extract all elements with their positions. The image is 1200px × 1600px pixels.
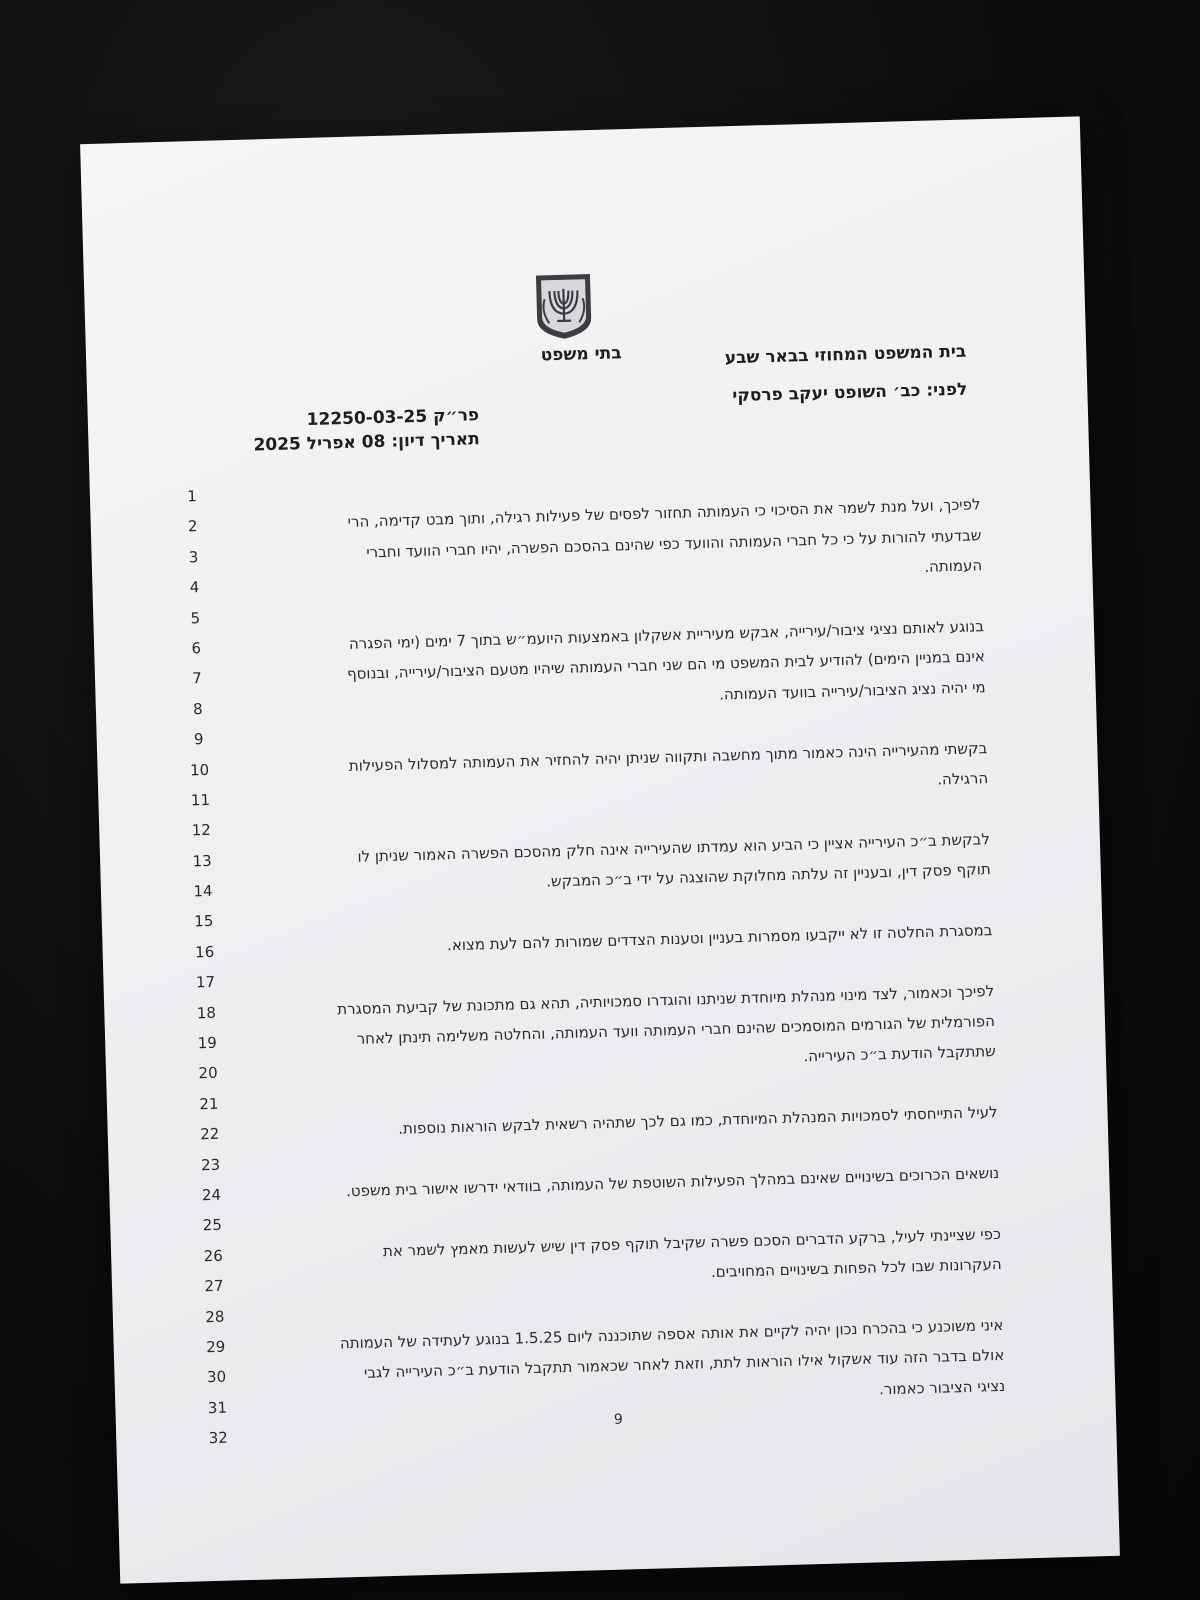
decision-body-text	[220, 459, 1007, 1452]
text-line: הפורמלית של הגורמים המוסמכים שהינם חברי העמותה וועד העמותה, והחלטה משלימה תינתן לאחר	[356, 1012, 996, 1048]
text-line: העקרונות שבו לכל הפחות בשינויים המחויבים.	[710, 1255, 1002, 1282]
text-line: כפי שציינתי לעיל, ברקע הדברים הסכם פשרה שקיבל תוקף פסק דין שיש לעשות מאמץ לשמר את	[382, 1224, 1002, 1260]
line-number: 6	[191, 639, 202, 658]
line-number: 14	[193, 881, 213, 901]
line-number: 28	[205, 1307, 225, 1326]
line-number: 1	[186, 487, 197, 506]
line-number: 17	[195, 973, 216, 992]
courts-label: בתי משפט	[540, 343, 622, 366]
case-number: פר״ק 12250-03-25	[306, 405, 480, 431]
line-number: 13	[192, 851, 212, 871]
line-number: 20	[198, 1064, 218, 1083]
line-number: 15	[194, 912, 214, 931]
text-line: לפיכך וכאמור, לצד מינוי מנהלת מיוחדת שניתנו והוגדרו סמכויותיה, תהא גם מתכונת של קביעת המסגרת	[337, 981, 995, 1019]
line-number: 18	[196, 1003, 217, 1022]
text-line: נציגי הציבור כאמור.	[878, 1376, 1006, 1399]
line-number: 25	[202, 1216, 223, 1235]
line-number: 16	[194, 942, 215, 962]
line-number: 31	[207, 1398, 228, 1417]
line-number: 4	[189, 578, 200, 597]
text-line: שתתקבל הודעת ב״כ העירייה.	[803, 1042, 997, 1066]
state-emblem-icon	[532, 270, 596, 342]
text-line: בקשתי מהעירייה הינה כאמור מתוך מחשבה ותקווה שניתן יהיה להחזיר את העמותה למסלול הפעילות	[348, 738, 988, 775]
line-number: 21	[199, 1094, 219, 1114]
text-line: תוקף פסק דין, ובעניין זה עלתה מחלוקת שהוצגה על ידי ב״כ המבקש.	[546, 860, 991, 891]
text-line: לבקשת ב״כ העירייה אציין כי הביע הוא עמדתו שהעירייה אינה חלק מהסכם הפשרה האמור שניתן לו	[357, 829, 991, 866]
line-number: 32	[208, 1428, 229, 1448]
line-number: 10	[189, 760, 210, 779]
text-line: מי יהיה נציג הציבור/עירייה בוועד העמותה.	[718, 677, 986, 704]
line-number: 7	[192, 669, 203, 688]
line-number: 26	[203, 1246, 223, 1265]
text-line: איני משוכנע כי בהכרח נכון יהיה לקיים את אותה אספה שתוכננה ליום 1.5.25 בנוגע לעתידה של העמותה	[339, 1315, 1004, 1353]
text-line: במסגרת החלטה זו לא ייקבעו מסמרות בעניין וטענות הצדדים שמורות להם לעת מצוא.	[446, 920, 993, 955]
text-line: לעיל התייחסתי לסמכויות המנהלת המיוחדת, כמו גם לכך שתהיה רשאית לבקש הוראות נוספות.	[398, 1103, 998, 1138]
text-line: אינם במניין הימים) להודיע לבית המשפט מי הם שני חברי העמותה שיהיו מטעם הציבור/עירייה, ובנוסף	[346, 647, 985, 684]
line-number: 3	[188, 547, 199, 567]
line-number: 22	[199, 1124, 220, 1144]
text-line: העמותה.	[924, 556, 983, 577]
line-number: 29	[205, 1337, 226, 1357]
court-name: בית המשפט המחוזי בבאר שבע	[724, 341, 967, 369]
case-details	[253, 403, 481, 457]
line-number: 23	[200, 1155, 221, 1174]
text-line: הרגילה.	[937, 769, 989, 789]
line-number: 2	[187, 517, 198, 536]
line-number: 27	[204, 1276, 224, 1296]
page-number: 9	[613, 1411, 624, 1428]
line-number: 24	[201, 1185, 222, 1205]
line-number: 30	[206, 1367, 227, 1387]
hearing-date: תאריך דיון: 08 אפריל 2025	[253, 429, 481, 456]
text-line: בנוגע לאותם נציגי ציבור/עירייה, אבקש מעיריית אשקלון באמצעות היועמ״ש בתוך 7 ימים (ימי הפגרה	[348, 617, 985, 653]
text-line: לפיכך, ועל מנת לשמר את הסיכוי כי העמותה תחזור לפסים של פעילות רגילה, ותוך מבט קדימה, הרי	[347, 495, 981, 532]
line-number: 11	[190, 790, 211, 810]
line-number: 12	[191, 821, 212, 840]
line-number: 5	[190, 608, 201, 627]
line-number: 19	[197, 1033, 218, 1053]
court-document-page	[80, 116, 1120, 1583]
text-line: אולם בדבר הזה עוד אשקול אילו הוראות לתת, וזאת לאחר שכאמור תתקבל הודעת ב״כ העירייה לגבי	[363, 1346, 1005, 1383]
line-number: 8	[192, 699, 203, 719]
judge-line: לפני: כב׳ השופט יעקב פרסקי	[732, 379, 968, 407]
text-line: נושאים הכרוכים בשינויים שאינם במהלך הפעילות השוטפת של העמותה, בוודאי ידרשו אישור בית משפט.	[345, 1163, 1000, 1201]
line-number: 9	[193, 730, 204, 749]
text-line: שבדעתי להורות על כי כל חברי העמותה והוועד כפי שהינם בהסכם הפשרה, יהיו חברי הוועד וחברי	[366, 526, 982, 562]
